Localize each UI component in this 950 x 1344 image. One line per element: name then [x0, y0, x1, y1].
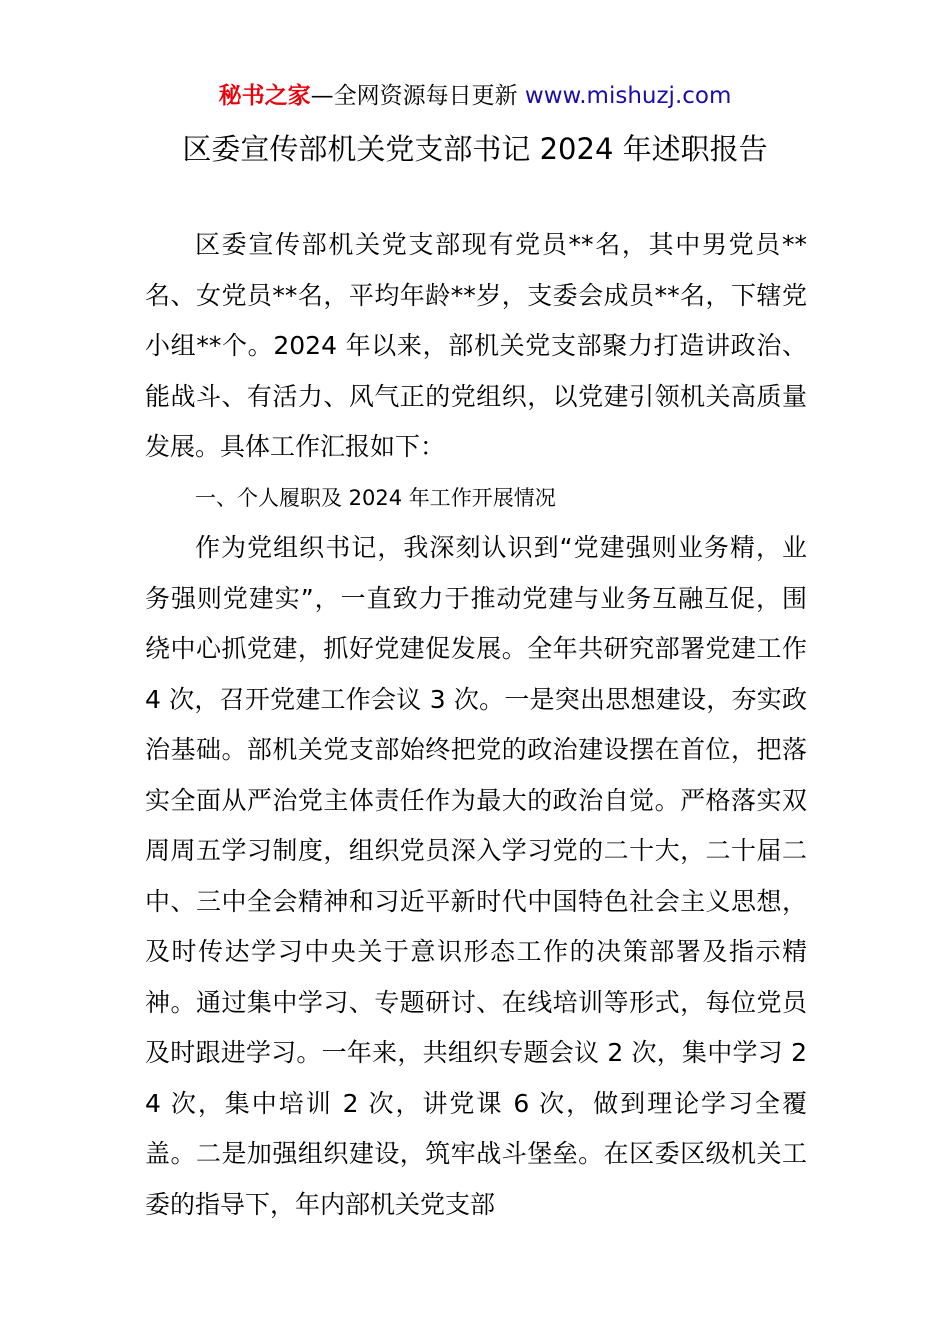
site-url-link[interactable]: www.mishuzj.com	[524, 83, 732, 109]
document-body	[145, 220, 807, 1230]
body-paragraph: 作为党组织书记，我深刻认识到“党建强则业务精，业务强则党建实”，一直致力于推动党建与业务互融互促，围绕中心抓党建，抓好党建促发展。全年共研究部署党建工作 4 次，召开党建工作会议 3 次。一是突出思想建设，夯实政治基础。部机关党支部始终把党的政治建设摆在首位，把落实全面从严治党主体责任作为最大的政治自觉。严格落实双周周五学习制度，组织党员深入学习党的二十大，二十届二中、三中全会精神和习近平新时代中国特色社会主义思想，及时传达学习中央关于意识形态工作的决策部署及指示精神。通过集中学习、专题研讨、在线培训等形式，每位党员及时跟进学习。一年来，共组织专题会议 2 次，集中学习 24 次，集中培训 2 次，讲党课 6 次，做到理论学习全覆盖。二是加强组织建设，筑牢战斗堡垒。在区委区级机关工委的指导下，年内部机关党支部	[145, 533, 807, 1219]
document-title: 区委宣传部机关党支部书记 2024 年述职报告	[182, 132, 768, 166]
section-heading: 一、个人履职及 2024 年工作开展情况	[195, 485, 556, 510]
site-header	[0, 80, 950, 112]
site-tagline: —全网资源每日更新	[310, 83, 525, 109]
site-brand: 秘书之家	[218, 83, 311, 109]
intro-paragraph: 区委宣传部机关党支部现有党员**名，其中男党员**名、女党员**名，平均年龄**岁，支委会成员**名，下辖党小组**个。2024 年以来，部机关党支部聚力打造讲政治、能战斗、有活力、风气正的党组织，以党建引领机关高质量发展。具体工作汇报如下：	[145, 230, 807, 461]
